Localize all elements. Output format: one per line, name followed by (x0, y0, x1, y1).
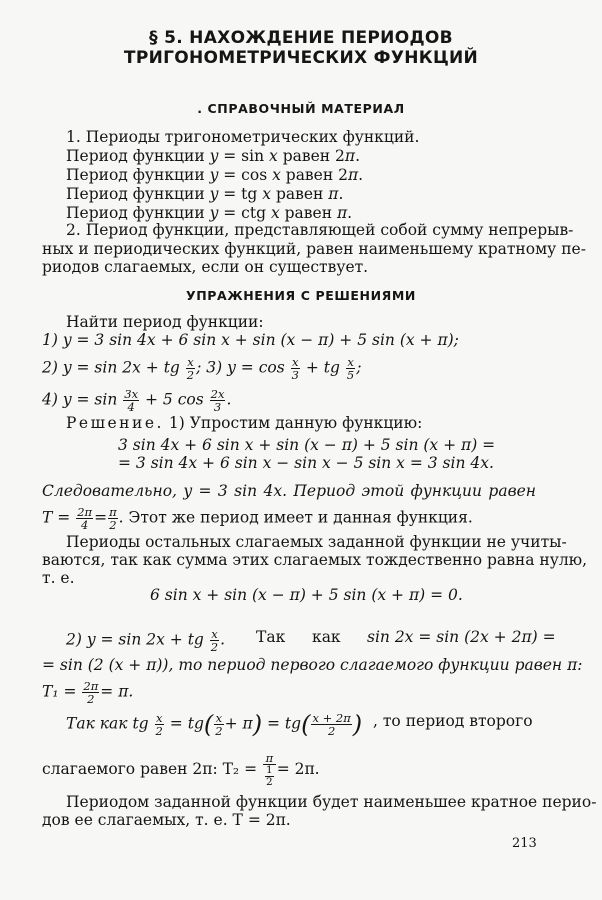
task-1: 1) y = 3 sin 4x + 6 sin x + sin (x − π) + 5 sin (x + π); (42, 331, 459, 349)
text: . (355, 147, 360, 165)
text: T₁ = (42, 682, 77, 701)
numerator: x (211, 627, 218, 641)
text: равен (271, 185, 329, 203)
numerator: x (215, 711, 223, 725)
paren: ) (352, 710, 363, 739)
fraction (291, 356, 300, 381)
page-number: 213 (512, 836, 537, 851)
numerator: x (187, 355, 194, 369)
text: слагаемого равен 2π: T₂ = (42, 760, 258, 778)
var: y (209, 185, 219, 203)
fraction (214, 712, 223, 737)
denominator: 4 (80, 518, 89, 532)
fraction (123, 388, 139, 413)
denominator: 2 (186, 368, 195, 382)
denominator: 4 (127, 400, 135, 414)
pi: π (344, 147, 356, 165)
final-line-1: Периодом заданной функции будет наименьшее кратное перио- (66, 793, 597, 811)
equation-line-2: = 3 sin 4x + 6 sin x − sin x − 5 sin x = 3 sin 4x. (118, 454, 494, 472)
var: x (262, 185, 272, 203)
numerator: π (263, 752, 276, 765)
denominator (263, 765, 276, 788)
solution-2-line-1 (66, 628, 225, 653)
var: y (209, 147, 219, 165)
text: = (94, 508, 108, 527)
denominator: 2 (266, 776, 273, 788)
text: равен 2 (280, 166, 348, 184)
numerator: π (109, 505, 117, 519)
var: x (270, 204, 280, 222)
pi: π (347, 166, 359, 184)
paren: ( (301, 710, 311, 739)
text: T = (42, 508, 71, 527)
fraction (76, 506, 93, 531)
denominator: 2 (215, 724, 223, 738)
text: + 5 cos (145, 390, 204, 409)
period-sin (66, 147, 360, 165)
period-ctg (66, 204, 352, 222)
text: ; 3) y = cos (196, 358, 285, 377)
fraction (346, 356, 355, 381)
text: 1) Упростим данную функцию: (168, 414, 423, 432)
text: . (338, 185, 344, 203)
numerator: 2π (83, 679, 99, 693)
text-so: Так (256, 628, 286, 646)
reference-item-2-line1: 2. Период функции, представляющей собой сумму непрерыв- (66, 221, 574, 239)
paren: ) (252, 710, 263, 739)
var: y (209, 166, 219, 184)
fraction (265, 765, 274, 788)
text: равен 2 (277, 147, 345, 165)
text: + tg (305, 358, 340, 377)
final-line-2: дов ее слагаемых, т. е. T = 2π. (42, 811, 291, 829)
pi: π (328, 185, 339, 203)
solution-label: Решение. (66, 414, 164, 432)
fraction (108, 506, 118, 531)
remark-line-2: ваются, так как сумма этих слагаемых тождественно равна нулю, (42, 551, 588, 569)
fraction (155, 712, 164, 737)
nested-fraction (263, 752, 276, 788)
solution-2-equation: sin 2x = sin (2x + 2π) = (367, 628, 556, 646)
text: = tg (169, 714, 204, 733)
fraction (210, 388, 226, 413)
text: Период функции (66, 147, 210, 165)
exercises-intro: Найти период функции: (66, 313, 264, 331)
text-as: как (312, 628, 341, 646)
text: = 2π. (276, 760, 320, 778)
text: ; (356, 358, 362, 377)
numerator: 1 (266, 764, 273, 776)
text: = sin (218, 147, 270, 165)
text: = π. (100, 682, 134, 701)
period-tg (66, 185, 343, 203)
denominator: 2 (155, 724, 163, 738)
text: равен (279, 204, 337, 222)
var: x (269, 147, 278, 165)
numerator: 2π (77, 505, 93, 519)
text: = tg (267, 714, 302, 733)
exercises-heading: УПРАЖНЕНИЯ С РЕШЕНИЯМИ (186, 288, 416, 303)
task-2-3 (42, 356, 361, 381)
text: = cos (218, 166, 273, 184)
text: 2) y = sin 2x + tg (42, 358, 180, 377)
equation-line-1: 3 sin 4x + 6 sin x + sin (x − π) + 5 sin (x + π) = (118, 436, 496, 454)
text: Период функции (66, 166, 210, 184)
denominator: 3 (213, 400, 222, 414)
numerator: x (292, 355, 299, 369)
text: Период функции (66, 204, 210, 222)
fraction (311, 712, 351, 737)
text: = tg (218, 185, 263, 203)
solution-intro (66, 414, 422, 432)
period-second-term (42, 752, 320, 788)
conclusion-line-2 (42, 506, 473, 531)
solution-2-T1 (42, 680, 133, 705)
reference-item-2-line2: ных и периодических функций, равен наименьшему кратному пе- (42, 240, 586, 258)
text: Так как tg (66, 714, 149, 733)
text: . Этот же период имеет и данная функция. (118, 508, 473, 527)
denominator: 3 (291, 368, 299, 382)
reference-item-1: 1. Периоды тригонометрических функций. (66, 128, 420, 146)
task-4 (42, 388, 231, 413)
denominator: 2 (210, 640, 219, 654)
denominator: 2 (109, 518, 117, 532)
conclusion-line-1: Следовательно, y = 3 sin 4x. Период этой функции равен (42, 482, 536, 500)
section-title-line1: § 5. НАХОЖДЕНИЕ ПЕРИОДОВ (149, 28, 453, 48)
reference-heading: . СПРАВОЧНЫЙ МАТЕРИАЛ (197, 101, 405, 116)
text: . (220, 630, 226, 649)
text: . (347, 204, 353, 222)
tangent-line-tail: , то период второго (373, 712, 533, 730)
text: Период функции (66, 185, 210, 203)
denominator: 5 (346, 368, 355, 382)
numerator: 2x (210, 387, 225, 401)
denominator: 2 (327, 724, 336, 738)
numerator: x + 2π (312, 711, 351, 725)
pi: π (336, 204, 348, 222)
fraction (82, 680, 99, 705)
var: x (272, 166, 281, 184)
text: = ctg (218, 204, 271, 222)
text: 4) y = sin (42, 390, 118, 409)
tangent-line (66, 712, 362, 737)
paren: ( (203, 710, 214, 739)
var: y (209, 204, 219, 222)
reference-item-2-line3: риодов слагаемых, если он существует. (42, 258, 369, 276)
text: . (226, 390, 232, 409)
text: 2) y = sin 2x + tg (66, 630, 204, 649)
period-cos (66, 166, 363, 184)
solution-2-line-2: = sin (2 (x + π)), то период первого слагаемого функции равен π: (42, 656, 583, 674)
remark-equation: 6 sin x + sin (x − π) + 5 sin (x + π) = 0. (150, 586, 463, 604)
remark-line-3: т. е. (42, 569, 75, 587)
remark-line-1: Периоды остальных слагаемых заданной функции не учиты- (66, 533, 567, 551)
numerator: 3x (124, 387, 139, 401)
fraction (210, 628, 219, 653)
numerator: x (155, 711, 163, 725)
text: . (358, 166, 364, 184)
denominator: 2 (87, 692, 95, 706)
text: + π (224, 714, 253, 733)
section-title-line2: ТРИГОНОМЕТРИЧЕСКИХ ФУНКЦИЙ (123, 48, 479, 68)
numerator: x (347, 355, 354, 369)
fraction (186, 356, 195, 381)
